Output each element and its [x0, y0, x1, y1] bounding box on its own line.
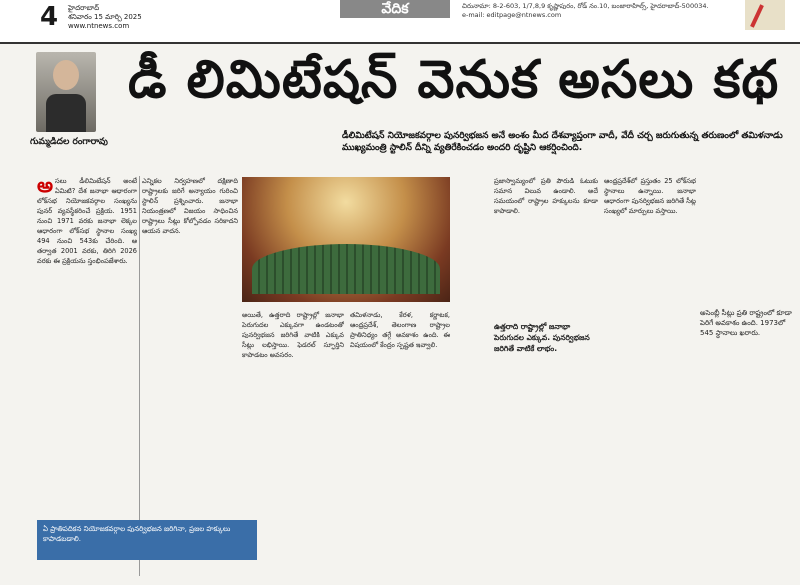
article-text: ఆంధ్రప్రదేశ్‌లో ప్రస్తుతం 25 లోక్‌సభ స్థానాలు ఉన్నాయి. జనాభా ఆధారంగా పునర్విభజన జరిగితే సీట్ల సంఖ్యలో మార్పులు వస్తాయి.: [604, 177, 696, 215]
article-text: ఎన్నికల నిర్వహణలో దక్షిణాది రాష్ట్రాలకు జరిగే అన్యాయం గురించి స్టాలిన్ ప్రశ్నించారు. జనాభా నియంత్రణలో విజయం సాధించిన రాష్ట్రాలు సీట్లు కోల్పోవడం సరికాదని ఆయన వాదన.: [142, 177, 238, 235]
section-brand: వేదిక: [340, 0, 450, 18]
page-number: 4: [40, 2, 59, 32]
article-column-3: [242, 310, 344, 530]
article-column-5: [494, 176, 598, 316]
drop-cap: అ: [37, 176, 53, 197]
article-text: ప్రజాస్వామ్యంలో ప్రతి పౌరుడి ఓటుకు సమాన విలువ ఉండాలి. అదే సమయంలో రాష్ట్రాల హక్కులను కూడా కాపాడాలి.: [494, 177, 598, 215]
article-text: అయితే, ఉత్తరాది రాష్ట్రాల్లో జనాభా పెరుగుదల ఎక్కువగా ఉండటంతో పునర్విభజన జరిగితే వాటికి ఎక్కువ సీట్లు లభిస్తాయి. ఫెడరల్ స్ఫూర్తిని కాపాడటం అవసరం.: [242, 311, 344, 359]
date-block: [68, 4, 142, 31]
article-column-6: [604, 176, 696, 576]
email: e-mail: editpage@ntnews.com: [462, 11, 562, 19]
kicker: డీలిమిటేషన్ నియోజకవర్గాల పునర్విభజన అనే అంశం మీద దేశవ్యాప్తంగా వాదీ, వేదీ చర్చ జరుగుతున్న తరుణంలో తమిళనాడు ముఖ్యమంత్రి స్టాలిన్ దీన్ని వ్యతిరేకించడం అందరి దృష్టిని ఆకర్షించింది.: [342, 131, 783, 153]
article-column-2: [142, 176, 238, 516]
website: www.ntnews.com: [68, 22, 130, 30]
article-column-4: [350, 310, 450, 530]
date: శనివారం 15 మార్చి 2025: [68, 13, 142, 21]
contact-block: [462, 2, 709, 20]
article-column-1: [37, 176, 137, 516]
city: హైదరాబాద్: [68, 4, 100, 12]
headline: డీ లిమిటేషన్ వెనుక అసలు కథ: [128, 50, 780, 110]
author-name: గుమ్మడిదల రంగారావు: [30, 137, 108, 147]
pull-quote: ఉత్తరాది రాష్ట్రాల్లో జనాభా పెరుగుదల ఎక్కువ. పునర్విభజన జరిగితే వాటికే లాభం.: [494, 322, 590, 353]
masthead: [0, 0, 800, 44]
highlight-quote: ఏ ప్రాతిపదికన నియోజకవర్గాల పునర్విభజన జరిగినా, ప్రజల హక్కులు కాపాడబడాలి.: [37, 520, 257, 560]
article-text: తమిళనాడు, కేరళ, కర్ణాటక, ఆంధ్రప్రదేశ్, తెలంగాణ రాష్ట్రాల ప్రాతినిధ్యం తగ్గే అవకాశం ఉంది. ఈ విషయంలో కేంద్రం స్పష్టత ఇవ్వాలి.: [350, 311, 450, 349]
author-photo: [36, 52, 96, 132]
parliament-photo: [242, 177, 450, 302]
pen-icon: [745, 0, 785, 30]
article-text: సలు డీలిమిటేషన్ అంటే ఏమిటి? దేశ జనాభా ఆధారంగా లోక్‌సభ నియోజకవర్గాల సంఖ్యను పునర్ వ్యవస్థీకరించే ప్రక్రియ. 1951 నుంచి 1971 వరకు జనాభా లెక్కల ఆధారంగా లోక్‌సభ స్థానాల సంఖ్య 494 నుంచి 543కు చేరింది. ఆ తర్వాత 2001 వరకు, తిరిగి 2026 వరకు ఈ ప్రక్రియను స్తంభింపజేశారు.: [37, 177, 137, 265]
address: చిరునామా: 8-2-603, 1/7,8,9 కృష్ణాపురం, రోడ్ నం.10, బంజారాహిల్స్, హైదరాబాద్-500034.: [462, 2, 709, 10]
boxed-note: అసెంబ్లీ సీట్లు ప్రతి రాష్ట్రంలో కూడా పెరిగే అవకాశం ఉంది. 1973లో 545 స్థానాలు ఖరారు.: [700, 309, 792, 337]
